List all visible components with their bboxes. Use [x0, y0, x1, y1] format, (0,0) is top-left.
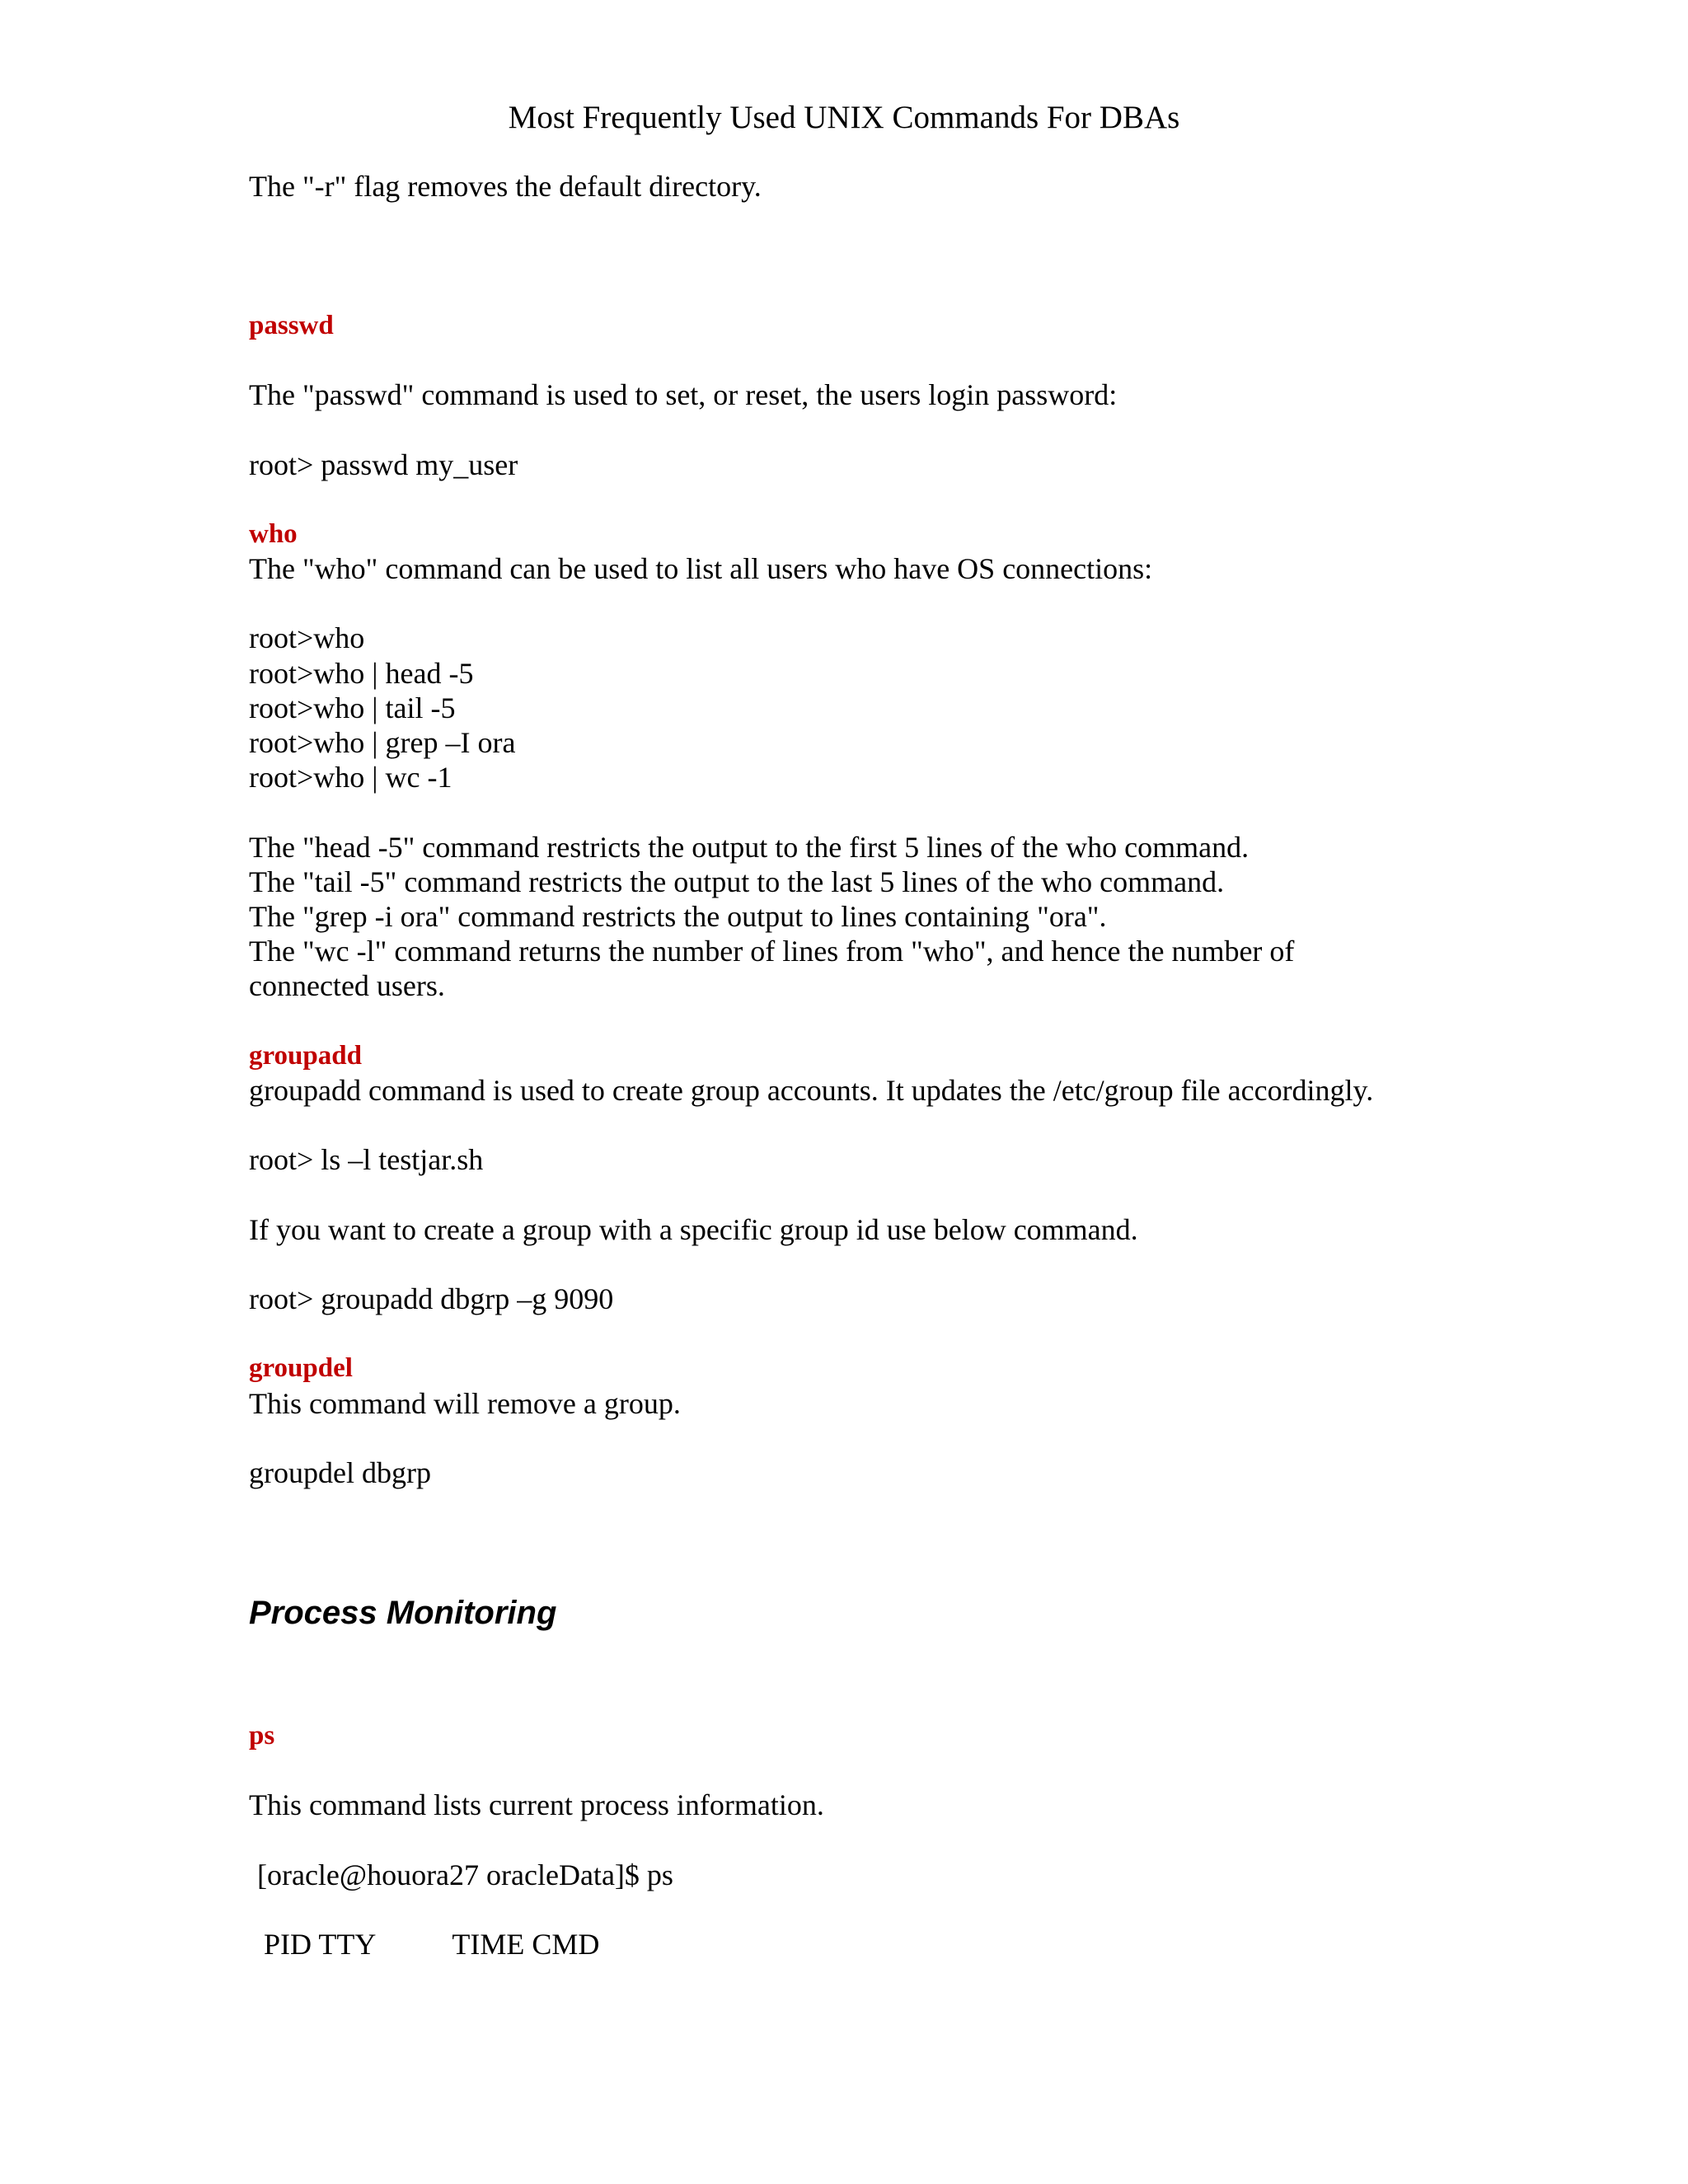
blank-line — [249, 274, 1568, 308]
passwd-heading: passwd — [249, 310, 334, 340]
who-note: The "tail -5" command restricts the output to the last 5 lines of the who command. — [249, 865, 1225, 898]
who-example: root>who | tail -5 — [249, 691, 456, 724]
blank-line — [249, 1177, 1568, 1212]
who-heading: who — [249, 518, 298, 549]
blank-line — [249, 482, 1568, 517]
process-monitoring-heading: Process Monitoring — [249, 1595, 557, 1631]
ps-section — [249, 1718, 1568, 1961]
who-example: root>who — [249, 621, 365, 655]
blank-line — [249, 1892, 1568, 1927]
who-note: The "grep -i ora" command restricts the output to lines containing "ora". — [249, 899, 1107, 933]
page-title: Most Frequently Used UNIX Commands For DBAs — [508, 100, 1180, 135]
blank-line — [249, 1421, 1568, 1455]
groupadd-example: root> groupadd dbgrp –g 9090 — [249, 1282, 614, 1315]
blank-line — [249, 1753, 1568, 1788]
groupadd-example: root> ls –l testjar.sh — [249, 1143, 484, 1177]
blank-line — [249, 343, 1568, 377]
who-note: connected users. — [249, 969, 445, 1003]
ps-output-col2: TIME CMD — [452, 1928, 600, 1961]
ps-output-header — [249, 1927, 1568, 1961]
passwd-description: The "passwd" command is used to set, or reset, the users login password: — [249, 378, 1118, 412]
blank-line — [249, 794, 1568, 829]
who-example: root>who | grep –I ora — [249, 726, 516, 759]
ps-output-col1: PID TTY — [264, 1928, 377, 1961]
blank-line — [249, 586, 1568, 621]
who-example: root>who | wc -1 — [249, 761, 452, 794]
groupdel-example: groupdel dbgrp — [249, 1455, 431, 1489]
document-body — [249, 169, 1568, 1490]
ps-example: [oracle@houora27 oracleData]$ ps — [257, 1858, 673, 1891]
ps-heading: ps — [249, 1721, 275, 1750]
who-example: root>who | head -5 — [249, 656, 474, 690]
blank-line — [249, 1247, 1568, 1282]
who-description: The "who" command can be used to list all users who have OS connections: — [249, 552, 1153, 586]
blank-line — [249, 1316, 1568, 1351]
r-flag-text: The "-r" flag removes the default directory. — [249, 170, 762, 203]
ps-description: This command lists current process information. — [249, 1788, 824, 1822]
blank-line — [249, 1108, 1568, 1142]
passwd-example: root> passwd my_user — [249, 448, 518, 481]
groupdel-heading: groupdel — [249, 1353, 353, 1384]
blank-line — [249, 238, 1568, 273]
blank-line — [249, 412, 1568, 447]
blank-line — [249, 204, 1568, 238]
groupadd-heading: groupadd — [249, 1040, 362, 1071]
groupdel-description: This command will remove a group. — [249, 1386, 681, 1420]
who-note: The "head -5" command restricts the output to the first 5 lines of the who command. — [249, 830, 1250, 864]
blank-line — [249, 1004, 1568, 1038]
groupadd-note: If you want to create a group with a specific group id use below command. — [249, 1212, 1138, 1246]
blank-line — [249, 1823, 1568, 1858]
groupadd-description: groupadd command is used to create group accounts. It updates the /etc/group file accordingly. — [249, 1073, 1374, 1107]
who-note: The "wc -l" command returns the number of lines from "who", and hence the number of — [249, 935, 1295, 968]
